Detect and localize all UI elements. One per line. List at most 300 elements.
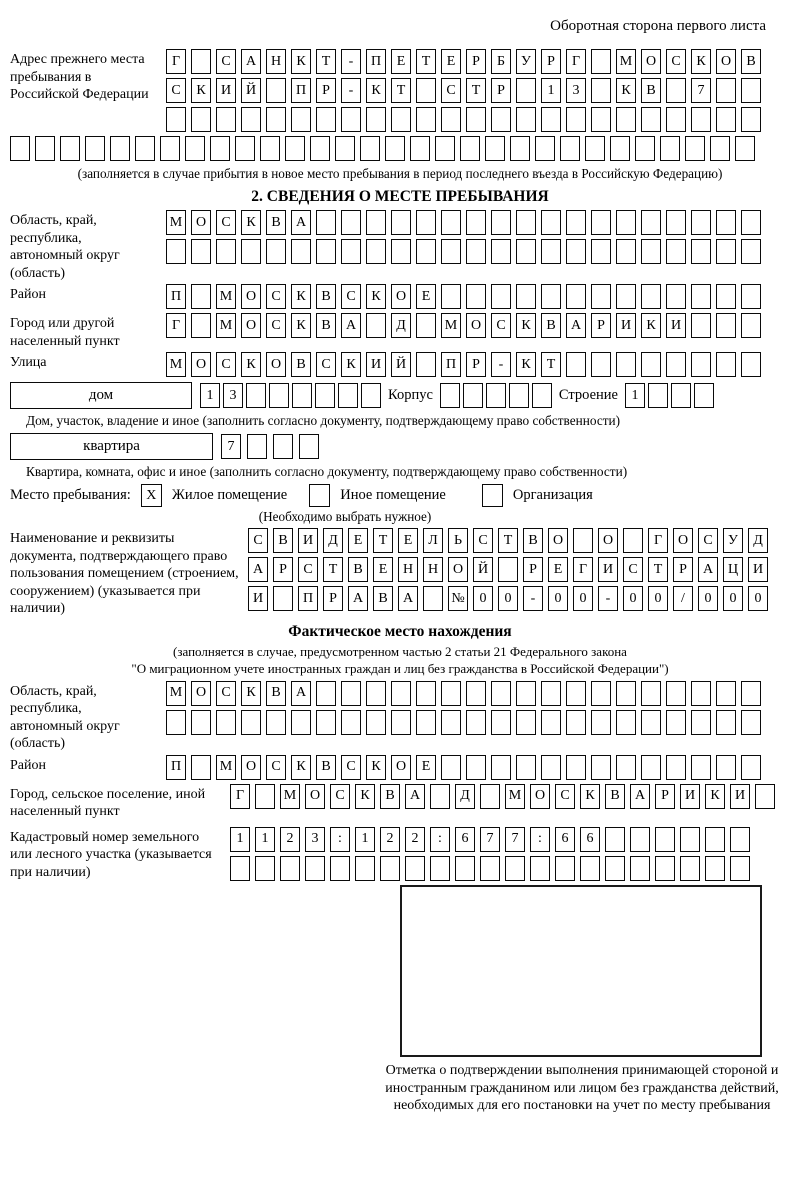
form-cell[interactable]: 7 <box>691 78 711 103</box>
form-cell[interactable]: Г <box>166 313 186 338</box>
form-cell[interactable]: О <box>241 313 261 338</box>
form-cell[interactable] <box>291 710 311 735</box>
form-cell[interactable] <box>591 78 611 103</box>
form-cell[interactable] <box>541 107 561 132</box>
form-cell[interactable]: С <box>316 352 336 377</box>
form-cell[interactable]: К <box>355 784 375 809</box>
form-cell[interactable]: К <box>691 49 711 74</box>
form-cell[interactable]: Р <box>673 557 693 582</box>
form-cell[interactable] <box>416 681 436 706</box>
form-cell[interactable]: Б <box>491 49 511 74</box>
form-cell[interactable]: М <box>166 210 186 235</box>
form-cell[interactable]: О <box>548 528 568 553</box>
form-cell[interactable]: В <box>316 313 336 338</box>
form-cell[interactable] <box>591 49 611 74</box>
form-cell[interactable] <box>416 210 436 235</box>
form-cell[interactable] <box>441 681 461 706</box>
form-cell[interactable]: Р <box>323 586 343 611</box>
form-cell[interactable]: К <box>366 78 386 103</box>
form-cell[interactable]: К <box>291 313 311 338</box>
form-cell[interactable]: А <box>698 557 718 582</box>
form-cell[interactable] <box>380 856 400 881</box>
form-cell[interactable]: С <box>216 210 236 235</box>
form-cell[interactable] <box>741 352 761 377</box>
form-cell[interactable] <box>648 383 668 408</box>
form-cell[interactable]: А <box>291 681 311 706</box>
form-cell[interactable]: М <box>441 313 461 338</box>
form-cell[interactable] <box>516 755 536 780</box>
form-cell[interactable] <box>466 755 486 780</box>
form-cell[interactable] <box>641 681 661 706</box>
form-cell[interactable]: К <box>341 352 361 377</box>
form-cell[interactable]: И <box>616 313 636 338</box>
form-cell[interactable] <box>691 107 711 132</box>
form-cell[interactable]: С <box>248 528 268 553</box>
form-cell[interactable] <box>560 136 580 161</box>
form-cell[interactable]: 1 <box>230 827 250 852</box>
form-cell[interactable]: Л <box>423 528 443 553</box>
form-cell[interactable]: И <box>666 313 686 338</box>
form-cell[interactable]: 3 <box>566 78 586 103</box>
form-cell[interactable] <box>416 352 436 377</box>
form-cell[interactable]: А <box>566 313 586 338</box>
form-cell[interactable] <box>466 284 486 309</box>
form-cell[interactable] <box>435 136 455 161</box>
form-cell[interactable] <box>316 239 336 264</box>
form-cell[interactable] <box>491 210 511 235</box>
form-cell[interactable]: С <box>266 755 286 780</box>
form-cell[interactable] <box>191 755 211 780</box>
form-cell[interactable] <box>338 383 358 408</box>
form-cell[interactable] <box>616 107 636 132</box>
form-cell[interactable] <box>316 210 336 235</box>
form-cell[interactable]: С <box>216 49 236 74</box>
form-cell[interactable] <box>660 136 680 161</box>
form-cell[interactable] <box>191 284 211 309</box>
form-cell[interactable] <box>416 107 436 132</box>
form-cell[interactable] <box>685 136 705 161</box>
form-cell[interactable] <box>666 107 686 132</box>
form-cell[interactable] <box>466 681 486 706</box>
form-cell[interactable] <box>491 107 511 132</box>
form-cell[interactable] <box>641 710 661 735</box>
form-cell[interactable] <box>366 681 386 706</box>
form-cell[interactable]: Г <box>230 784 250 809</box>
form-cell[interactable] <box>755 784 775 809</box>
form-cell[interactable]: К <box>516 313 536 338</box>
form-cell[interactable]: О <box>673 528 693 553</box>
form-cell[interactable] <box>241 107 261 132</box>
form-cell[interactable]: М <box>166 352 186 377</box>
form-cell[interactable]: Р <box>316 78 336 103</box>
form-cell[interactable]: - <box>341 78 361 103</box>
form-cell[interactable] <box>366 710 386 735</box>
form-cell[interactable]: В <box>741 49 761 74</box>
form-cell[interactable] <box>391 681 411 706</box>
form-cell[interactable] <box>555 856 575 881</box>
form-cell[interactable]: У <box>723 528 743 553</box>
form-cell[interactable] <box>460 136 480 161</box>
form-cell[interactable] <box>191 107 211 132</box>
form-cell[interactable] <box>160 136 180 161</box>
form-cell[interactable] <box>269 383 289 408</box>
form-cell[interactable] <box>266 107 286 132</box>
form-cell[interactable] <box>216 710 236 735</box>
form-cell[interactable]: О <box>241 284 261 309</box>
form-cell[interactable] <box>241 710 261 735</box>
form-cell[interactable]: О <box>530 784 550 809</box>
form-cell[interactable]: С <box>216 352 236 377</box>
form-cell[interactable] <box>316 107 336 132</box>
form-cell[interactable] <box>505 856 525 881</box>
form-cell[interactable] <box>85 136 105 161</box>
form-cell[interactable] <box>666 710 686 735</box>
form-cell[interactable]: № <box>448 586 468 611</box>
form-cell[interactable]: 0 <box>623 586 643 611</box>
form-cell[interactable]: Т <box>498 528 518 553</box>
form-cell[interactable] <box>60 136 80 161</box>
form-cell[interactable] <box>705 856 725 881</box>
form-cell[interactable]: В <box>316 284 336 309</box>
form-cell[interactable] <box>616 284 636 309</box>
form-cell[interactable] <box>591 710 611 735</box>
form-cell[interactable] <box>605 827 625 852</box>
form-cell[interactable]: И <box>366 352 386 377</box>
form-cell[interactable] <box>741 755 761 780</box>
form-cell[interactable] <box>391 710 411 735</box>
form-cell[interactable]: О <box>641 49 661 74</box>
form-cell[interactable] <box>566 352 586 377</box>
form-cell[interactable] <box>641 107 661 132</box>
form-cell[interactable]: О <box>466 313 486 338</box>
form-cell[interactable]: О <box>716 49 736 74</box>
form-cell[interactable] <box>191 313 211 338</box>
form-cell[interactable] <box>666 681 686 706</box>
form-cell[interactable]: Р <box>466 352 486 377</box>
form-cell[interactable]: О <box>598 528 618 553</box>
form-cell[interactable] <box>716 239 736 264</box>
form-cell[interactable]: Г <box>648 528 668 553</box>
form-cell[interactable]: К <box>191 78 211 103</box>
form-cell[interactable] <box>641 352 661 377</box>
form-cell[interactable] <box>166 710 186 735</box>
form-cell[interactable] <box>330 856 350 881</box>
form-cell[interactable] <box>299 434 319 459</box>
form-cell[interactable] <box>491 239 511 264</box>
form-cell[interactable]: Р <box>541 49 561 74</box>
form-cell[interactable] <box>480 784 500 809</box>
form-cell[interactable]: 2 <box>380 827 400 852</box>
form-cell[interactable]: А <box>341 313 361 338</box>
form-cell[interactable] <box>630 827 650 852</box>
form-cell[interactable]: В <box>266 210 286 235</box>
form-cell[interactable]: В <box>380 784 400 809</box>
form-cell[interactable]: С <box>216 681 236 706</box>
form-cell[interactable] <box>216 239 236 264</box>
form-cell[interactable] <box>691 239 711 264</box>
form-cell[interactable]: К <box>291 755 311 780</box>
form-cell[interactable]: О <box>305 784 325 809</box>
form-cell[interactable]: И <box>216 78 236 103</box>
form-cell[interactable]: С <box>330 784 350 809</box>
form-cell[interactable] <box>341 107 361 132</box>
form-cell[interactable] <box>666 352 686 377</box>
form-cell[interactable] <box>516 284 536 309</box>
form-cell[interactable]: С <box>166 78 186 103</box>
checkbox-zhiloe[interactable]: X <box>141 484 162 507</box>
form-cell[interactable] <box>541 210 561 235</box>
form-cell[interactable] <box>486 383 506 408</box>
form-cell[interactable] <box>741 210 761 235</box>
form-cell[interactable] <box>423 586 443 611</box>
form-cell[interactable]: В <box>266 681 286 706</box>
form-cell[interactable]: В <box>373 586 393 611</box>
form-cell[interactable]: О <box>241 755 261 780</box>
form-cell[interactable]: Р <box>591 313 611 338</box>
form-cell[interactable] <box>516 210 536 235</box>
form-cell[interactable]: А <box>291 210 311 235</box>
form-cell[interactable] <box>541 239 561 264</box>
form-cell[interactable] <box>616 239 636 264</box>
form-cell[interactable] <box>641 210 661 235</box>
form-cell[interactable]: У <box>516 49 536 74</box>
form-cell[interactable] <box>266 710 286 735</box>
form-cell[interactable]: - <box>491 352 511 377</box>
form-cell[interactable]: К <box>580 784 600 809</box>
form-cell[interactable]: К <box>291 49 311 74</box>
form-cell[interactable] <box>591 681 611 706</box>
form-cell[interactable]: Д <box>391 313 411 338</box>
form-cell[interactable]: С <box>623 557 643 582</box>
form-cell[interactable]: А <box>405 784 425 809</box>
form-cell[interactable] <box>691 210 711 235</box>
form-cell[interactable]: : <box>330 827 350 852</box>
form-cell[interactable] <box>366 210 386 235</box>
form-cell[interactable] <box>573 528 593 553</box>
form-cell[interactable]: В <box>605 784 625 809</box>
form-cell[interactable] <box>260 136 280 161</box>
form-cell[interactable] <box>509 383 529 408</box>
form-cell[interactable]: О <box>391 755 411 780</box>
form-cell[interactable] <box>466 239 486 264</box>
form-cell[interactable] <box>716 78 736 103</box>
form-cell[interactable]: И <box>680 784 700 809</box>
form-cell[interactable]: Н <box>266 49 286 74</box>
form-cell[interactable] <box>247 434 267 459</box>
form-cell[interactable]: П <box>166 284 186 309</box>
form-cell[interactable] <box>191 710 211 735</box>
form-cell[interactable] <box>716 284 736 309</box>
form-cell[interactable] <box>716 107 736 132</box>
form-cell[interactable]: К <box>291 284 311 309</box>
form-cell[interactable]: Й <box>391 352 411 377</box>
form-cell[interactable] <box>341 710 361 735</box>
form-cell[interactable] <box>341 239 361 264</box>
form-cell[interactable]: Н <box>423 557 443 582</box>
form-cell[interactable] <box>335 136 355 161</box>
form-cell[interactable] <box>655 827 675 852</box>
form-cell[interactable]: Ь <box>448 528 468 553</box>
form-cell[interactable] <box>292 383 312 408</box>
form-cell[interactable]: Т <box>391 78 411 103</box>
form-cell[interactable] <box>255 856 275 881</box>
form-cell[interactable] <box>216 107 236 132</box>
form-cell[interactable]: 0 <box>748 586 768 611</box>
form-cell[interactable] <box>541 710 561 735</box>
form-cell[interactable] <box>273 586 293 611</box>
form-cell[interactable]: Е <box>416 284 436 309</box>
form-cell[interactable]: 3 <box>223 383 243 408</box>
form-cell[interactable]: К <box>641 313 661 338</box>
form-cell[interactable]: О <box>191 352 211 377</box>
form-cell[interactable] <box>691 313 711 338</box>
form-cell[interactable] <box>455 856 475 881</box>
form-cell[interactable]: : <box>430 827 450 852</box>
form-cell[interactable]: А <box>398 586 418 611</box>
form-cell[interactable]: Р <box>466 49 486 74</box>
form-cell[interactable] <box>355 856 375 881</box>
form-cell[interactable]: В <box>348 557 368 582</box>
form-cell[interactable] <box>680 827 700 852</box>
form-cell[interactable] <box>566 710 586 735</box>
form-cell[interactable]: 7 <box>480 827 500 852</box>
form-cell[interactable]: К <box>616 78 636 103</box>
form-cell[interactable] <box>230 856 250 881</box>
form-cell[interactable] <box>291 107 311 132</box>
form-cell[interactable]: 2 <box>405 827 425 852</box>
form-cell[interactable]: С <box>491 313 511 338</box>
house-box[interactable]: дом <box>10 382 192 409</box>
form-cell[interactable] <box>510 136 530 161</box>
form-cell[interactable] <box>616 681 636 706</box>
form-cell[interactable] <box>410 136 430 161</box>
form-cell[interactable] <box>241 239 261 264</box>
form-cell[interactable] <box>716 755 736 780</box>
form-cell[interactable]: 1 <box>541 78 561 103</box>
form-cell[interactable]: 0 <box>498 586 518 611</box>
confirmation-mark-box[interactable] <box>400 885 762 1057</box>
form-cell[interactable]: 1 <box>355 827 375 852</box>
form-cell[interactable] <box>641 755 661 780</box>
form-cell[interactable]: И <box>730 784 750 809</box>
form-cell[interactable]: О <box>266 352 286 377</box>
form-cell[interactable]: С <box>473 528 493 553</box>
form-cell[interactable] <box>135 136 155 161</box>
form-cell[interactable] <box>535 136 555 161</box>
form-cell[interactable] <box>691 284 711 309</box>
form-cell[interactable] <box>580 856 600 881</box>
form-cell[interactable] <box>741 78 761 103</box>
form-cell[interactable]: П <box>291 78 311 103</box>
form-cell[interactable] <box>441 755 461 780</box>
apartment-box[interactable]: квартира <box>10 433 213 460</box>
form-cell[interactable] <box>605 856 625 881</box>
form-cell[interactable]: М <box>505 784 525 809</box>
form-cell[interactable]: В <box>523 528 543 553</box>
form-cell[interactable] <box>705 827 725 852</box>
form-cell[interactable] <box>441 284 461 309</box>
form-cell[interactable] <box>480 856 500 881</box>
form-cell[interactable]: О <box>448 557 468 582</box>
form-cell[interactable] <box>530 856 550 881</box>
form-cell[interactable] <box>666 239 686 264</box>
form-cell[interactable]: С <box>666 49 686 74</box>
form-cell[interactable] <box>285 136 305 161</box>
form-cell[interactable]: М <box>616 49 636 74</box>
form-cell[interactable]: Е <box>348 528 368 553</box>
form-cell[interactable] <box>255 784 275 809</box>
form-cell[interactable] <box>491 755 511 780</box>
form-cell[interactable] <box>655 856 675 881</box>
form-cell[interactable] <box>266 78 286 103</box>
form-cell[interactable]: И <box>248 586 268 611</box>
form-cell[interactable] <box>730 827 750 852</box>
form-cell[interactable] <box>166 107 186 132</box>
form-cell[interactable] <box>680 856 700 881</box>
form-cell[interactable] <box>385 136 405 161</box>
form-cell[interactable] <box>691 681 711 706</box>
form-cell[interactable] <box>341 210 361 235</box>
form-cell[interactable] <box>541 755 561 780</box>
form-cell[interactable]: Р <box>273 557 293 582</box>
form-cell[interactable]: 1 <box>255 827 275 852</box>
form-cell[interactable] <box>691 352 711 377</box>
form-cell[interactable] <box>35 136 55 161</box>
form-cell[interactable]: Е <box>416 755 436 780</box>
form-cell[interactable]: Т <box>316 49 336 74</box>
form-cell[interactable] <box>541 284 561 309</box>
form-cell[interactable] <box>616 755 636 780</box>
form-cell[interactable] <box>741 239 761 264</box>
form-cell[interactable] <box>315 383 335 408</box>
form-cell[interactable] <box>441 239 461 264</box>
form-cell[interactable] <box>716 313 736 338</box>
form-cell[interactable]: И <box>298 528 318 553</box>
form-cell[interactable]: Т <box>416 49 436 74</box>
form-cell[interactable]: 0 <box>573 586 593 611</box>
form-cell[interactable]: С <box>555 784 575 809</box>
form-cell[interactable] <box>416 710 436 735</box>
form-cell[interactable]: 0 <box>473 586 493 611</box>
form-cell[interactable]: В <box>273 528 293 553</box>
form-cell[interactable]: 0 <box>723 586 743 611</box>
form-cell[interactable]: С <box>266 313 286 338</box>
form-cell[interactable]: Т <box>373 528 393 553</box>
form-cell[interactable] <box>166 239 186 264</box>
form-cell[interactable] <box>391 239 411 264</box>
form-cell[interactable] <box>716 710 736 735</box>
form-cell[interactable] <box>730 856 750 881</box>
form-cell[interactable] <box>430 856 450 881</box>
form-cell[interactable] <box>235 136 255 161</box>
form-cell[interactable] <box>416 313 436 338</box>
form-cell[interactable] <box>516 107 536 132</box>
form-cell[interactable]: О <box>191 210 211 235</box>
form-cell[interactable]: Т <box>466 78 486 103</box>
form-cell[interactable] <box>316 681 336 706</box>
form-cell[interactable]: - <box>523 586 543 611</box>
form-cell[interactable]: П <box>166 755 186 780</box>
form-cell[interactable] <box>541 681 561 706</box>
form-cell[interactable]: Г <box>566 49 586 74</box>
form-cell[interactable] <box>246 383 266 408</box>
form-cell[interactable] <box>641 239 661 264</box>
form-cell[interactable] <box>366 313 386 338</box>
form-cell[interactable] <box>623 528 643 553</box>
form-cell[interactable]: Т <box>541 352 561 377</box>
form-cell[interactable]: - <box>341 49 361 74</box>
form-cell[interactable] <box>391 210 411 235</box>
